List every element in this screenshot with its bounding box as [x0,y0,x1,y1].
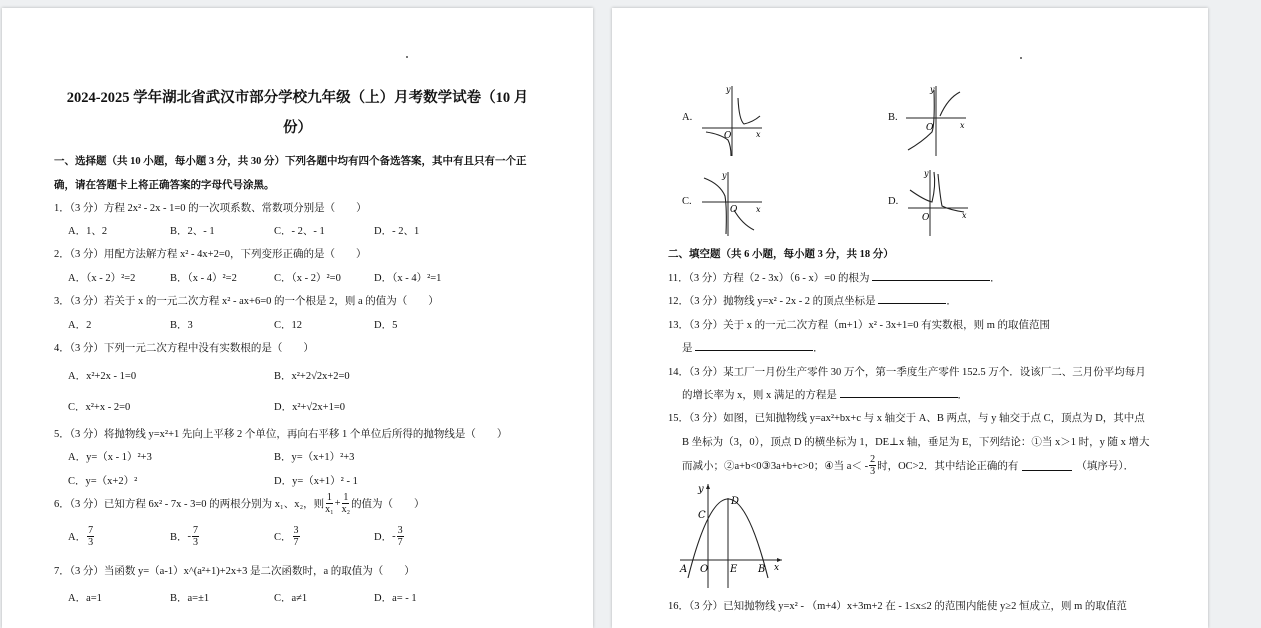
svg-text:O: O [724,131,732,141]
question-16: 16．（3 分）已知抛物线 y=x² - （m+4）x+3m+2 在 - 1≤x≤2 的范围内能使 y≥2 恒成立，则 m 的取值范 [668,601,1127,612]
q4-option-c: C．x²+x - 2=0 [68,402,131,413]
q6-d-num: 3 [397,525,403,536]
q6-frac2-num: 1 [343,492,349,503]
q14-answer-blank[interactable] [840,387,958,398]
q7-option-a: A．a=1 [68,593,102,604]
q15-label-b: B [758,564,766,575]
q6-b-den: 3 [193,537,199,548]
q6-a-den: 3 [88,537,94,548]
section2-heading: 二、填空题（共 6 小题，每小题 3 分，共 18 分） [668,249,894,260]
question-15-cont2 [682,454,1134,477]
exam-title-line1: 2024-2025 学年湖北省武汉市部分学校九年级（上）月考数学试卷（10 月 [66,90,529,106]
q6-d-fraction [397,525,404,548]
q2-option-d: D．（x - 4）²=1 [374,273,442,284]
q5-option-b: B．y=（x+1）²+3 [274,452,355,463]
q6-d-letter: D． [374,532,393,543]
question-15: 15．（3 分）如图，已知抛物线 y=ax²+bx+c 与 x 轴交于 A、B 两点，与 y 轴交于点 C，顶点为 D，其中点 [668,413,1145,424]
q12-answer-blank[interactable] [878,293,946,304]
q15-label-o: O [700,564,709,575]
exam-page-right [612,8,1208,628]
q2-option-c: C．（x - 2）²=0 [274,273,341,284]
q1-option-c: C．- 2、- 1 [274,226,325,237]
q6-b-num: 7 [193,525,199,536]
q6-d-den: 7 [397,537,403,548]
q15-frac-den: 3 [870,466,876,477]
question-14: 14．（3 分）某工厂一月份生产零件 30 万个，第一季度生产零件 152.5 万个．设该厂二、三月份平均每月 [668,367,1146,378]
q6-c-fraction [293,525,300,548]
q3-option-c: C．12 [274,320,303,331]
q13-answer-blank[interactable] [695,340,813,351]
graph-d-label: D. [888,196,899,207]
q4-option-b: B．x²+2√2x+2=0 [274,371,350,382]
q12-text: 12．（3 分）抛物线 y=x² - 2x - 2 的顶点坐标是 [668,296,876,307]
svg-text:x: x [756,130,761,139]
q7-option-d: D．a= - 1 [374,593,417,604]
q15-text-part3: （填序号）． [1076,461,1135,472]
q15-label-c: C [698,510,706,521]
q6-text-end: 的值为（ ） [351,499,425,510]
q15-fraction [869,454,876,477]
q4-option-a: A．x²+2x - 1=0 [68,371,137,382]
question-15-cont1: B 坐标为（3，0），顶点 D 的横坐标为 1，DE⊥x 轴，垂足为 E，下列结论：①当 x＞1 时，y 随 x 增大 [682,437,1150,448]
svg-text:y: y [930,85,935,94]
q11-answer-blank[interactable] [872,270,990,281]
q6-fraction-1 [325,492,334,515]
q15-answer-blank[interactable] [1022,460,1072,471]
graph-c-label: C. [682,196,692,207]
graph-b-label: B. [888,112,898,123]
svg-text:y: y [726,85,731,94]
graph-c [698,168,764,238]
q1-option-d: D．- 2、1 [374,226,420,237]
exam-page-left [2,8,593,628]
graph-a [698,80,764,158]
q6-option-b [170,525,200,548]
section1-heading-cont: 确，请在答题卡上将正确答案的字母代号涂黑。 [54,180,275,191]
q6-option-c [274,525,301,548]
graph-d [904,166,970,238]
q2-option-a: A．（x - 2）²=2 [68,273,136,284]
q15-label-x: x [774,563,780,573]
q6-b-sign: - [187,531,192,542]
q6-fraction-2 [342,492,351,515]
question-2: 2．（3 分）用配方法解方程 x² - 4x+2=0，下列变形正确的是（ ） [54,249,367,260]
q3-option-d: D．5 [374,320,398,331]
svg-text:O: O [926,123,934,133]
page-mark [406,56,408,58]
q15-label-y: y [698,484,704,495]
q1-option-b: B．2、- 1 [170,226,215,237]
svg-text:x: x [962,211,967,220]
q6-b-letter: B． [170,532,188,543]
q6-option-a [68,525,95,548]
q6-a-num: 7 [88,525,94,536]
q5-option-d: D．y=（x+1）² - 1 [274,476,358,487]
q15-label-d: D [731,496,740,507]
q6-c-letter: C． [274,532,292,543]
svg-text:O: O [922,213,930,223]
q11-text: 11．（3 分）方程（2 - 3x）（6 - x）=0 的根为 [668,273,870,284]
section1-heading: 一、选择题（共 10 小题，每小题 3 分，共 30 分）下列各题中均有四个备选答案，其中有且只有一个正 [54,156,527,167]
q1-option-a: A．1、2 [68,226,108,237]
svg-text:x: x [960,121,965,130]
q6-a-fraction [87,525,94,548]
q7-option-c: C．a≠1 [274,593,308,604]
q6-d-sign: - [392,531,396,542]
q14-text-cont: 的增长率为 x，则 x 满足的方程是 [682,390,837,401]
question-12: 12．（3 分）抛物线 y=x² - 2x - 2 的顶点坐标是 ． [668,293,957,308]
q3-option-a: A．2 [68,320,92,331]
q5-option-a: A．y=（x - 1）²+3 [68,452,152,463]
q6-text-start: 6．（3 分）已知方程 6x² - 7x - 3=0 的两根分别为 x₁、x₂，则 [54,499,325,510]
q6-c-num: 3 [293,525,299,536]
question-3: 3．（3 分）若关于 x 的一元二次方程 x² - ax+6=0 的一个根是 2，则 a 的值为（ ） [54,296,439,307]
q6-a-letter: A． [68,532,87,543]
question-14-cont: 的增长率为 x，则 x 满足的方程是 ． [682,387,968,402]
q7-option-b: B．a=±1 [170,593,210,604]
q2-option-b: B．（x - 4）²=2 [170,273,237,284]
question-6 [54,492,425,515]
q6-b-fraction [192,525,199,548]
svg-text:y: y [722,171,727,180]
q15-text-part2: 时，OC>2．其中结论正确的有 [877,461,1019,472]
svg-text:O: O [730,205,738,215]
page-mark [1020,57,1022,59]
q15-label-a: A [680,564,688,575]
question-4: 4．（3 分）下列一元二次方程中没有实数根的是（ ） [54,343,314,354]
graph-a-label: A. [682,112,693,123]
q3-option-b: B．3 [170,320,193,331]
q15-text-part1: 而减小；②a+b<0③3a+b+c>0；④当 a＜ - [682,461,869,472]
question-1: 1．（3 分）方程 2x² - 2x - 1=0 的一次项系数、常数项分别是（ ） [54,203,367,214]
q15-parabola-figure [678,478,786,590]
q6-plus: + [334,498,341,509]
q6-frac1-num: 1 [326,492,332,503]
q4-option-d: D．x²+√2x+1=0 [274,402,346,413]
q5-option-c: C．y=（x+2）² [68,476,138,487]
question-7: 7．（3 分）当函数 y=（a-1）x^(a²+1)+2x+3 是二次函数时，a 的取值为（ ） [54,566,415,577]
q13-text-cont: 是 [682,343,693,354]
exam-title-line2: 份） [283,120,312,136]
q6-frac2-den: x₂ [341,504,351,515]
question-13: 13．（3 分）关于 x 的一元二次方程（m+1）x² - 3x+1=0 有实数根，则 m 的取值范围 [668,320,1050,331]
q6-option-d [374,525,405,548]
svg-text:x: x [756,205,761,214]
graph-b [902,80,968,158]
q15-frac-num: 2 [870,454,876,465]
q15-label-e: E [730,564,738,575]
q6-frac1-den: x₁ [325,504,334,515]
question-5: 5．（3 分）将抛物线 y=x²+1 先向上平移 2 个单位，再向右平移 1 个单位后所得的抛物线是（ ） [54,429,508,440]
question-13-cont: 是 ． [682,340,824,355]
question-11: 11．（3 分）方程（2 - 3x）（6 - x）=0 的根为 ． [668,270,1001,285]
q6-c-den: 7 [293,537,299,548]
svg-text:y: y [924,169,929,178]
